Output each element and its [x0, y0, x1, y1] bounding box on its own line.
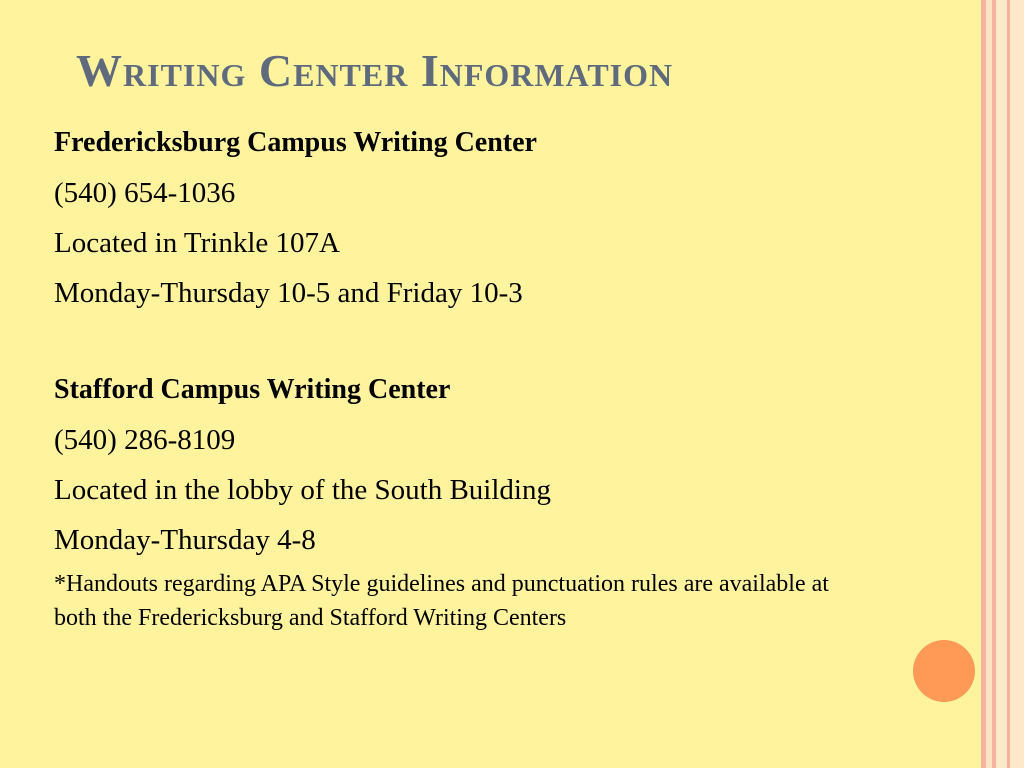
- handouts-note: *Handouts regarding APA Style guidelines and punctuation rules are available at both the Fredericksburg and Stafford Writing Centers: [54, 571, 829, 631]
- decorative-circle: [913, 640, 975, 702]
- decorative-stripe: [1010, 0, 1024, 768]
- stafford-phone: (540) 286-8109: [54, 424, 236, 456]
- stafford-location: Located in the lobby of the South Building: [54, 474, 551, 506]
- fredericksburg-heading: Fredericksburg Campus Writing Center: [54, 127, 537, 158]
- fredericksburg-location: Located in Trinkle 107A: [54, 227, 340, 259]
- fredericksburg-phone: (540) 654-1036: [54, 177, 236, 209]
- fredericksburg-hours: Monday-Thursday 10-5 and Friday 10-3: [54, 277, 523, 309]
- slide-title: Writing Center Information: [76, 45, 674, 96]
- decorative-stripe: [996, 0, 1007, 768]
- slide-body: [54, 118, 884, 635]
- stafford-heading: Stafford Campus Writing Center: [54, 374, 451, 405]
- section-spacer: [54, 318, 884, 365]
- stafford-hours: Monday-Thursday 4-8: [54, 524, 316, 556]
